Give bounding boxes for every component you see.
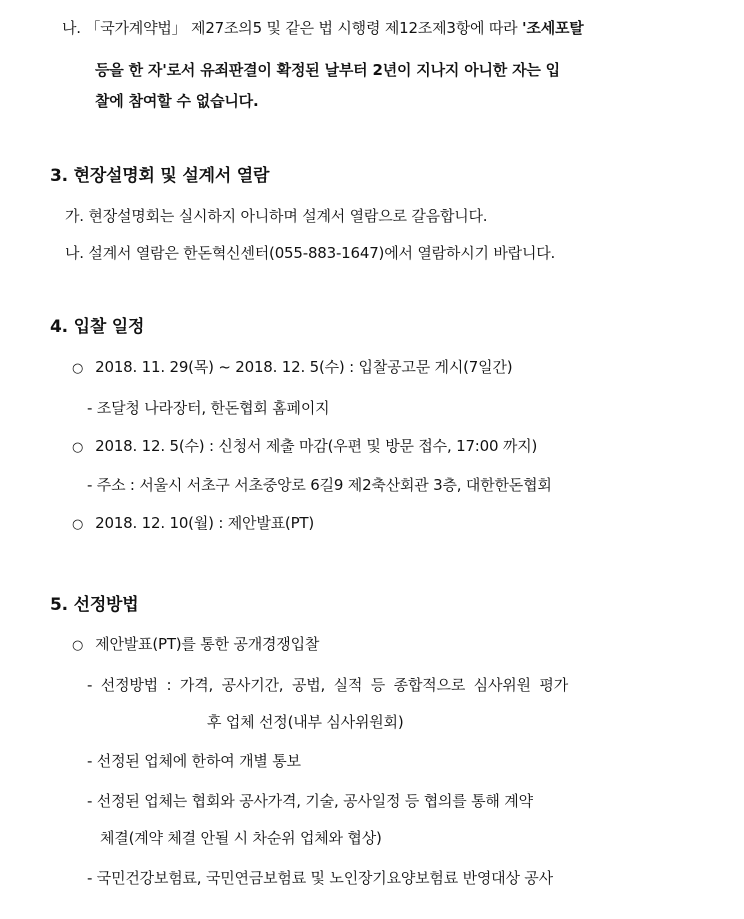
method-line-1	[72, 633, 319, 657]
circle-bullet-icon: ○	[72, 517, 84, 532]
schedule-line-3	[72, 435, 537, 459]
method-line-6: 체결(계약 체결 안될 시 차순위 업체와 협상)	[100, 829, 382, 847]
item-na-bold-start: '조세포탈	[522, 19, 584, 37]
item-na-line-1	[62, 17, 584, 39]
method-line-2: - 선정방법 : 가격, 공사기간, 공법, 실적 등 종합적으로 심사위원 평가	[87, 676, 568, 694]
section-5-heading: 5. 선정방법	[50, 595, 139, 615]
item-na-line-3: 찰에 참여할 수 없습니다.	[95, 92, 259, 110]
method-line-7: - 국민건강보험료, 국민연금보험료 및 노인장기요양보험료 반영대상 공사	[87, 869, 553, 887]
schedule-text-3: 2018. 12. 5(수) : 신청서 제출 마감(우편 및 방문 접수, 17:00 까지)	[95, 437, 538, 455]
circle-bullet-icon: ○	[72, 361, 84, 376]
schedule-line-1	[72, 356, 512, 380]
schedule-line-5	[72, 512, 314, 536]
method-line-3: 후 업체 선정(내부 심사위원회)	[207, 713, 404, 731]
item-na-prefix: 나. 「국가계약법」 제27조의5 및 같은 법 시행령 제12조제3항에 따라	[62, 19, 523, 37]
circle-bullet-icon: ○	[72, 440, 84, 455]
schedule-text-5: 2018. 12. 10(월) : 제안발표(PT)	[95, 514, 315, 532]
schedule-line-2: - 조달청 나라장터, 한돈협회 홈페이지	[87, 399, 330, 417]
section-3-item-ga: 가. 현장설명회는 실시하지 아니하며 설계서 열람으로 갈음합니다.	[65, 207, 488, 225]
circle-bullet-icon: ○	[72, 638, 84, 653]
section-4-heading: 4. 입찰 일정	[50, 317, 145, 337]
schedule-text-1: 2018. 11. 29(목) ~ 2018. 12. 5(수) : 입찰공고문 게시(7일간)	[95, 358, 513, 376]
method-line-4: - 선정된 업체에 한하여 개별 통보	[87, 752, 301, 770]
method-line-5: - 선정된 업체는 협회와 공사가격, 기술, 공사일정 등 협의를 통해 계약	[87, 792, 533, 810]
section-3-heading: 3. 현장설명회 및 설계서 열람	[50, 166, 270, 186]
method-text-1: 제안발표(PT)를 통한 공개경쟁입찰	[95, 635, 320, 653]
section-3-item-na: 나. 설계서 열람은 한돈혁신센터(055-883-1647)에서 열람하시기 바랍니다.	[65, 244, 556, 262]
item-na-line-2: 등을 한 자'로서 유죄판결이 확정된 날부터 2년이 지나지 아니한 자는 입	[95, 61, 560, 79]
schedule-line-4: - 주소 : 서울시 서초구 서초중앙로 6길9 제2축산회관 3층, 대한한돈협회	[87, 476, 552, 494]
